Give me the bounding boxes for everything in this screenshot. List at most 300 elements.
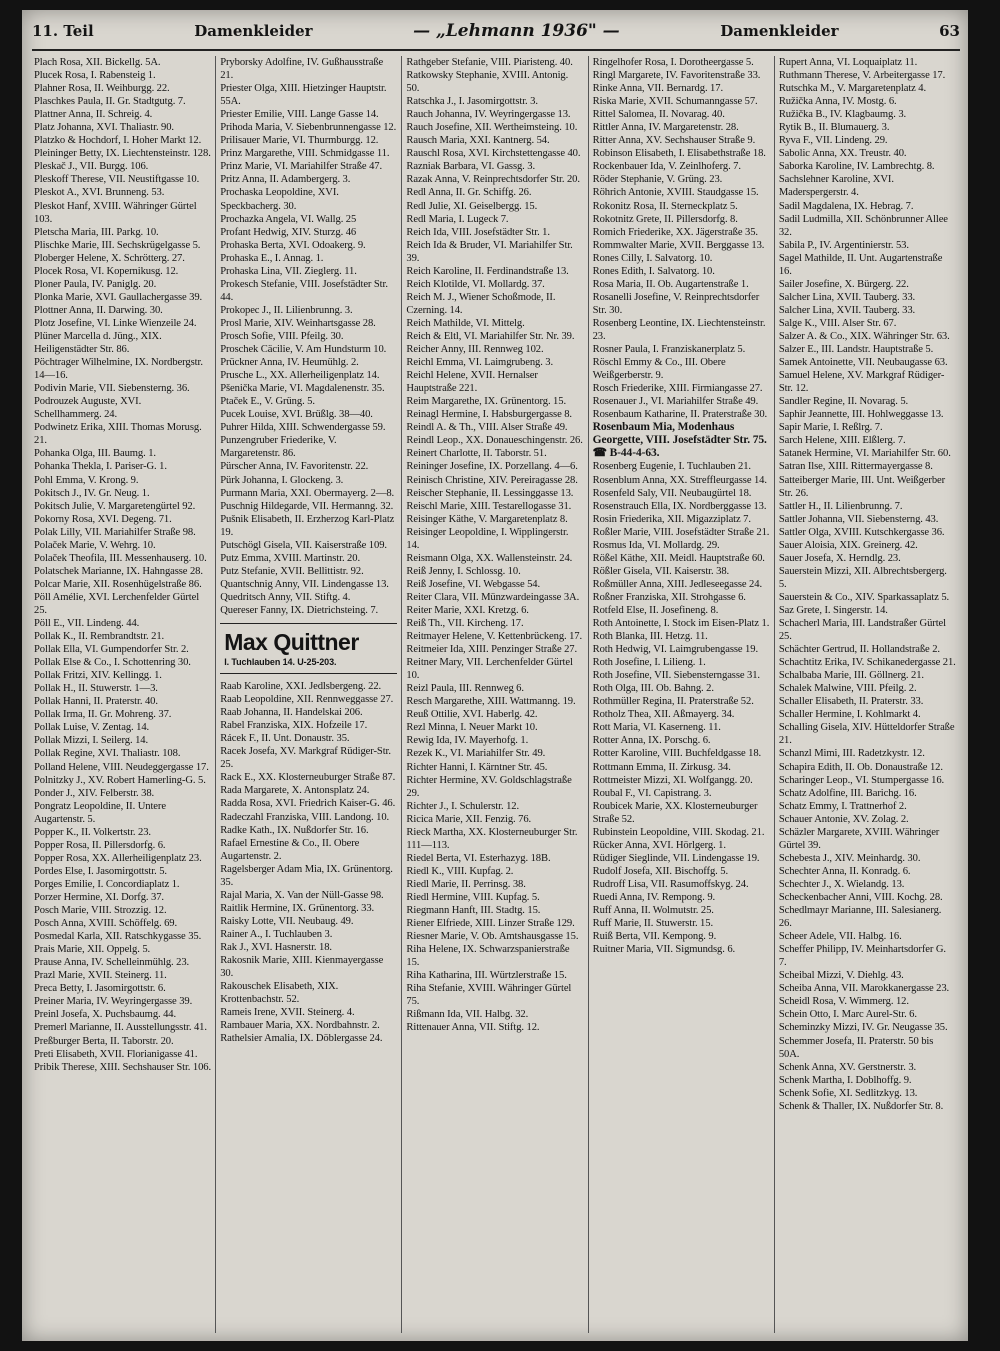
- directory-entry: Pleskot A., XVI. Brunneng. 53.: [34, 187, 165, 199]
- directory-entry: Roth Josefine, VII. Siebensterngasse 31.: [592, 670, 760, 682]
- directory-entry: Pšenička Marie, VI. Magdalenenstr. 35.: [220, 383, 385, 395]
- directory-entry: Reinisch Christine, XIV. Pereiragasse 28.: [406, 474, 578, 486]
- directory-entry: Rudolf Josefa, XII. Bischoffg. 5.: [592, 865, 728, 877]
- directory-column: [588, 56, 774, 1333]
- directory-entry: Reichl Helene, XVII. Hernalser Hauptstraße 221.: [406, 370, 538, 395]
- directory-entry: Schächter Gertrud, II. Hollandstraße 2.: [778, 644, 940, 656]
- directory-entry: Riedl Hermine, VIII. Kupfag. 5.: [406, 892, 540, 903]
- directory-entry: Salzer E., III. Landstr. Hauptstraße 5.: [778, 344, 934, 356]
- directory-entry: Rabel Franziska, XIX. Hofzeile 17.: [220, 720, 368, 732]
- directory-entry: Quedritsch Anny, VII. Stiftg. 4.: [220, 591, 351, 603]
- directory-entry: Ratkowsky Stephanie, XVIII. Antonig. 50.: [406, 70, 569, 95]
- directory-entry: Profant Hedwig, XIV. Sturzg. 46: [220, 226, 357, 238]
- directory-entry: Pordes Else, I. Jasomirgottstr. 5.: [34, 865, 167, 877]
- directory-entry: Pollak K., II. Rembrandtstr. 21.: [34, 631, 165, 643]
- directory-entry: Ptaček E., V. Grüng. 5.: [220, 396, 315, 408]
- directory-entry: Ruff Marie, II. Stuwerstr. 15.: [592, 918, 713, 930]
- directory-entry: Rokotnitz Grete, II. Pillersdorfg. 8.: [592, 213, 738, 225]
- directory-entry: Sauerstein & Co., XIV. Sparkassaplatz 5.: [778, 591, 950, 603]
- directory-entry: Redl Maria, I. Lugeck 7.: [406, 213, 509, 225]
- directory-entry: Pucek Louise, XVI. Brüßlg. 38—40.: [220, 409, 373, 421]
- directory-entry: Schein Otto, I. Marc Aurel-Str. 6.: [778, 1009, 917, 1021]
- directory-entry: Rosanelli Josefine, V. Reinprechtsdorfer Str. 30.: [592, 291, 760, 316]
- directory-entry: Schenk Martha, I. Doblhoffg. 9.: [778, 1074, 912, 1086]
- directory-entry: Pletscha Maria, III. Parkg. 10.: [34, 226, 159, 238]
- directory-entry: Reichl Emma, VI. Laimgrubeng. 3.: [406, 357, 554, 369]
- directory-entry: Rathelsier Amalia, IX. Döblergasse 24.: [220, 1033, 383, 1045]
- directory-entry: Plonka Marie, XVI. Gaullachergasse 39.: [34, 291, 203, 303]
- directory-entry: Schatz Emmy, I. Trattnerhof 2.: [778, 800, 907, 812]
- directory-entry: Rameis Irene, XVII. Steinerg. 4.: [220, 1007, 355, 1019]
- directory-entry: Reindl Leop., XX. Donaueschingenstr. 26.: [406, 435, 583, 447]
- directory-entry: Ringelhofer Rosa, I. Dorotheergasse 5.: [592, 57, 754, 68]
- directory-entry: Roth Josefine, I. Lilieng. 1.: [592, 657, 706, 669]
- directory-entry: Robinson Elisabeth, I. Elisabethstraße 18.: [592, 148, 766, 160]
- directory-entry: Sapir Marie, I. Reßlrg. 7.: [778, 422, 883, 434]
- directory-entry: Prohaska Lina, VII. Zieglerg. 11.: [220, 265, 357, 277]
- directory-entry: Scheer Adele, VII. Halbg. 16.: [778, 931, 902, 943]
- section-title-left: Damenkleider: [194, 22, 313, 40]
- directory-entry: Rudroff Lisa, VII. Rasumoffskyg. 24.: [592, 878, 749, 890]
- directory-entry: Roth Hedwig, VI. Laimgrubengasse 19.: [592, 644, 758, 656]
- directory-entry: Rosa Maria, II. Ob. Augartenstraße 1.: [592, 278, 749, 290]
- publication-title: — „Lehmann 1936" —: [413, 21, 620, 41]
- directory-entry: Roßler Marie, VIII. Josefstädter Straße 21.: [592, 526, 770, 538]
- directory-entry: Roßmüller Anna, XIII. Jedleseegasse 24.: [592, 578, 762, 590]
- directory-entry: Riska Marie, XVII. Schumanngasse 57.: [592, 96, 758, 108]
- directory-entry: Plucek Rosa, I. Rabensteig 1.: [34, 70, 156, 82]
- directory-entry: Pöll E., VII. Lindeng. 44.: [34, 618, 140, 630]
- directory-entry: Satanek Hermine, VI. Mariahilfer Str. 60.: [778, 448, 951, 460]
- directory-entry: Pollak H., II. Stuwerstr. 1—3.: [34, 683, 158, 695]
- directory-entry: Punzengruber Friederike, V. Margaretenstr. 86.: [220, 435, 337, 460]
- directory-entry: Pöll Amélie, XVI. Lerchenfelder Gürtel 25.: [34, 591, 200, 616]
- directory-column: [774, 56, 960, 1333]
- directory-entry: Ricica Marie, XII. Fenzig. 76.: [406, 813, 532, 825]
- directory-entry: Premerl Marianne, II. Ausstellungsstr. 41.: [34, 1022, 207, 1034]
- directory-entry: Reininger Josefine, IX. Porzellang. 4—6.: [406, 461, 578, 473]
- directory-entry: Scheminzky Mizzi, IV. Gr. Neugasse 35.: [778, 1022, 948, 1034]
- directory-entry: Reim Margarethe, IX. Grünentorg. 15.: [406, 396, 566, 408]
- directory-entry: Pollak Ella, VI. Gumpendorfer Str. 2.: [34, 644, 189, 656]
- directory-entry: Rockenbauer Ida, V. Zeinlhoferg. 7.: [592, 161, 741, 173]
- directory-entry: Raab Karoline, XXI. Jedlsbergeng. 22.: [220, 681, 382, 693]
- directory-entry: Redl Julie, XI. Geiselbergg. 15.: [406, 200, 538, 212]
- directory-page: [22, 10, 968, 1341]
- directory-column: [215, 56, 401, 1333]
- directory-entry: Rauschl Rosa, XVI. Kirchstettengasse 40.: [406, 148, 581, 160]
- directory-columns: [30, 56, 960, 1333]
- directory-entry: Scheidl Rosa, V. Wimmerg. 12.: [778, 996, 909, 1008]
- directory-entry: Sattler Johanna, VII. Siebensterng. 43.: [778, 513, 939, 525]
- directory-entry: Pleskot Hanf, XVIII. Währinger Gürtel 103.: [34, 200, 197, 225]
- directory-entry: Rafael Ernestine & Co., II. Obere Augartenstr. 2.: [220, 837, 360, 862]
- directory-entry: Scheiba Anna, VII. Marokkanergasse 23.: [778, 983, 950, 995]
- directory-entry: Prochazka Angela, VI. Wallg. 25: [220, 213, 357, 225]
- directory-entry: Sabolic Anna, XX. Treustr. 40.: [778, 148, 907, 160]
- directory-entry: Proschek Cäcilie, V. Am Hundsturm 10.: [220, 344, 387, 356]
- directory-entry: Preßburger Berta, II. Taborstr. 20.: [34, 1035, 174, 1047]
- directory-entry: Reitmayer Helene, V. Kettenbrückeng. 17.: [406, 631, 583, 643]
- directory-entry: Pohanka Thekla, I. Pariser-G. 1.: [34, 461, 167, 473]
- directory-entry: Ploner Paula, IV. Paniglg. 20.: [34, 278, 157, 290]
- directory-entry: Saborka Karoline, IV. Lambrechtg. 8.: [778, 161, 935, 173]
- directory-entry: Sarch Helene, XIII. Elßlerg. 7.: [778, 435, 906, 447]
- directory-entry: Samuel Helene, XV. Markgraf Rüdiger-Str. 12.: [778, 370, 945, 395]
- directory-entry: Posmedal Karla, XII. Ratschkygasse 35.: [34, 931, 202, 943]
- directory-entry: Rácek F., II. Unt. Donaustr. 35.: [220, 733, 350, 745]
- directory-entry: Rubinstein Leopoldine, VIII. Skodag. 21.: [592, 826, 765, 838]
- directory-entry: Resch Margarethe, XIII. Wattmanng. 19.: [406, 696, 576, 708]
- directory-entry: Ritter Anna, XV. Sechshauser Straße 9.: [592, 135, 756, 147]
- directory-entry: Roth Olga, III. Ob. Bahng. 2.: [592, 683, 714, 695]
- directory-entry: Schauer Antonie, XV. Zolag. 2.: [778, 813, 909, 825]
- directory-entry: Reich & Eltl, VI. Mariahilfer Str. Nr. 39.: [406, 330, 575, 342]
- directory-entry: Sauer Aloisia, XIX. Greinerg. 42.: [778, 539, 918, 551]
- directory-entry: Reuß Ottilie, XVI. Haberlg. 42.: [406, 709, 538, 721]
- directory-entry: Rosenstrauch Ella, IX. Nordberggasse 13.: [592, 500, 767, 512]
- directory-entry: Prochaska Leopoldine, XVI. Speckbacherg. 30.: [220, 187, 339, 212]
- advertisement-address: I. Tuchlauben 14. U-25-203.: [224, 657, 337, 668]
- directory-entry: Prause Anna, IV. Schelleinmühlg. 23.: [34, 957, 190, 969]
- directory-entry: Pongratz Leopoldine, II. Untere Augartenstr. 5.: [34, 800, 166, 825]
- directory-entry: Schenk & Thaller, IX. Nußdorfer Str. 8.: [778, 1100, 944, 1112]
- directory-entry: Polland Helene, VIII. Neudeggergasse 17.: [34, 761, 209, 773]
- directory-column: [30, 56, 215, 1333]
- directory-entry: Reich Ida, VIII. Josefstädter Str. 1.: [406, 226, 550, 238]
- directory-entry: Posch Marie, VIII. Strozzig. 12.: [34, 905, 167, 917]
- directory-entry: Ružička Anna, IV. Mostg. 6.: [778, 96, 897, 108]
- directory-entry: Pollak Hanni, II. Praterstr. 40.: [34, 696, 158, 708]
- directory-entry: Reiter Marie, XXI. Kretzg. 6.: [406, 604, 529, 616]
- directory-entry: Sattler Olga, XVIII. Kutschkergasse 36.: [778, 526, 945, 538]
- directory-entry: Schemmer Josefa, II. Praterstr. 50 bis 50A.: [778, 1035, 934, 1060]
- directory-entry: Sabila P., IV. Argentinierstr. 53.: [778, 239, 909, 251]
- directory-entry: Rosenauer J., VI. Mariahilfer Straße 49.: [592, 396, 759, 408]
- directory-entry: Sauer Josefa, X. Herndlg. 23.: [778, 552, 901, 564]
- section-title-right: Damenkleider: [720, 22, 839, 40]
- directory-entry: Plaschkes Paula, II. Gr. Stadtgutg. 7.: [34, 96, 186, 108]
- directory-entry: Prais Marie, XII. Oppelg. 5.: [34, 944, 151, 956]
- directory-entry: Plach Rosa, XII. Bickellg. 5A.: [34, 57, 161, 68]
- directory-entry: Rones Cilly, I. Salvatorg. 10.: [592, 252, 713, 264]
- directory-entry: Riha Katharina, III. Würtzlerstraße 15.: [406, 970, 567, 982]
- directory-entry: Scharinger Leop., VI. Stumpergasse 16.: [778, 774, 945, 786]
- directory-entry: Pokitsch J., IV. Gr. Neug. 1.: [34, 487, 150, 499]
- directory-entry: Porzer Hermine, XI. Dorfg. 37.: [34, 892, 164, 903]
- directory-entry: Polcar Marie, XII. Rosenhügelstraße 86.: [34, 578, 202, 590]
- directory-entry: Schachtitz Erika, IV. Schikanedergasse 21.: [778, 657, 956, 669]
- directory-entry: Radda Rosa, XVI. Friedrich Kaiser-G. 46.: [220, 798, 396, 810]
- directory-entry: Saphir Jeannette, III. Hohlweggasse 13.: [778, 409, 944, 421]
- directory-entry: Prohaska E., I. Annag. 1.: [220, 252, 324, 264]
- directory-entry: Sauerstein Mizzi, XII. Albrechtsbergerg. 5.: [778, 565, 947, 590]
- directory-entry: Rittler Anna, IV. Margaretenstr. 28.: [592, 122, 739, 134]
- directory-entry: Roßner Franziska, XII. Strohgasse 6.: [592, 591, 746, 603]
- directory-entry: Schaller Elisabeth, II. Praterstr. 33.: [778, 696, 924, 708]
- directory-entry: Rajal Maria, X. Van der Nüll-Gasse 98.: [220, 889, 384, 901]
- directory-entry: Rosner Paula, I. Franziskanerplatz 5.: [592, 344, 746, 356]
- directory-entry: Pryborsky Adolfine, IV. Gußhausstraße 21.: [220, 57, 384, 82]
- directory-entry: Rezek K., VI. Mariahilfer Str. 49.: [406, 748, 546, 760]
- directory-entry: Röschl Emmy & Co., III. Obere Weißgerberstr. 9.: [592, 357, 726, 382]
- directory-entry: Richter J., I. Schulerstr. 12.: [406, 800, 520, 812]
- directory-entry: Rauch Johanna, IV. Weyringergasse 13.: [406, 109, 571, 121]
- directory-entry: Salzer A. & Co., XIX. Währinger Str. 63.: [778, 330, 950, 342]
- directory-entry: Reischer Stephanie, II. Lessinggasse 13.: [406, 487, 574, 499]
- directory-entry: Rones Edith, I. Salvatorg. 10.: [592, 265, 715, 277]
- directory-entry: Rosenberg Leontine, IX. Liechtensteinstr. 23.: [592, 317, 766, 342]
- directory-entry: Posch Anna, XVIII. Schöffelg. 69.: [34, 918, 178, 930]
- directory-entry: Sadil Ludmilla, XII. Schönbrunner Allee 32.: [778, 213, 948, 238]
- directory-entry: Rittenauer Anna, VII. Stiftg. 12.: [406, 1022, 540, 1034]
- directory-entry: Rosin Friederika, XII. Migazziplatz 7.: [592, 513, 751, 525]
- directory-entry: Roubicek Marie, XX. Klosterneuburger Straße 52.: [592, 800, 758, 825]
- directory-entry: Plüner Marcella d. Jüng., XIX. Heiligenstädter Str. 86.: [34, 330, 162, 356]
- directory-entry: Pokitsch Julie, V. Margaretengürtel 92.: [34, 500, 196, 512]
- directory-entry: Platzko & Hochdorf, I. Hoher Markt 12.: [34, 135, 202, 147]
- directory-entry: Quereser Fanny, IX. Dietrichsteing. 7.: [220, 604, 379, 616]
- directory-entry: Reich M. J., Wiener Schoßmode, II. Czerning. 14.: [406, 291, 556, 316]
- directory-entry: Plotz Josefine, VI. Linke Wienzeile 24.: [34, 317, 197, 329]
- directory-entry: Schapira Edith, II. Ob. Donaustraße 12.: [778, 761, 943, 773]
- directory-entry: Rott Maria, VI. Kaserneng. 11.: [592, 722, 721, 734]
- directory-entry: Prosch Sofie, VIII. Pfeilg. 30.: [220, 330, 344, 342]
- directory-entry: Roth Antoinette, I. Stock im Eisen-Platz 1.: [592, 618, 770, 630]
- directory-entry: Reiter Clara, VII. Münzwardeingasse 3A.: [406, 591, 580, 603]
- directory-entry: Reich Mathilde, VI. Mittelg.: [406, 317, 525, 329]
- directory-entry: Ringl Margarete, IV. Favoritenstraße 33.: [592, 70, 761, 82]
- directory-entry: Roubal F., VI. Capistrang. 3.: [592, 787, 712, 799]
- directory-entry: Rottmeister Mizzi, XI. Wolfgangg. 20.: [592, 774, 753, 786]
- directory-entry: Pleskač J., VII. Burgg. 106.: [34, 161, 149, 173]
- directory-entry: Rakosnik Marie, XIII. Kienmayergasse 30.: [220, 955, 384, 980]
- directory-entry: Samek Antoinette, VII. Neubaugasse 63.: [778, 357, 948, 369]
- directory-entry: Ruitner Maria, VII. Sigmundsg. 6.: [592, 944, 736, 956]
- directory-entry: Reicher Anny, III. Rennweg 102.: [406, 344, 544, 356]
- directory-entry: Plahner Rosa, II. Weihburgg. 22.: [34, 83, 170, 95]
- directory-entry: Rotfeld Else, II. Josefineng. 8.: [592, 604, 719, 616]
- directory-entry: Rotter Anna, IX. Porschg. 6.: [592, 735, 711, 747]
- directory-entry: Puhrer Hilda, XIII. Schwendergasse 59.: [220, 422, 386, 434]
- directory-entry: Prokopec J., II. Lilienbrunng. 3.: [220, 304, 353, 316]
- directory-entry: Raisky Lotte, VII. Neubaug. 49.: [220, 915, 354, 927]
- directory-entry: Reinert Charlotte, II. Taborstr. 51.: [406, 448, 547, 460]
- directory-entry: Rathgeber Stefanie, VIII. Piaristeng. 40.: [406, 57, 573, 68]
- directory-entry: Rutschka M., V. Margaretenplatz 4.: [778, 83, 927, 95]
- directory-entry: Pušnik Elisabeth, II. Erzherzog Karl-Platz 19.: [220, 513, 395, 538]
- directory-entry: Pollak Regine, XVI. Thaliastr. 108.: [34, 748, 181, 760]
- directory-entry: Pürk Johanna, I. Glockeng. 3.: [220, 474, 344, 486]
- directory-entry: Schechter Anna, II. Konradg. 6.: [778, 865, 911, 877]
- directory-entry: Reiß Jenny, I. Schlossg. 10.: [406, 565, 521, 577]
- directory-entry: Rittel Salomea, II. Novarag. 40.: [592, 109, 725, 121]
- directory-entry: Riedel Berta, VI. Esterhazyg. 18B.: [406, 852, 551, 864]
- directory-entry: Rieck Martha, XX. Klosterneuburger Str. 111—113.: [406, 826, 578, 851]
- directory-entry: Putz Stefanie, XVII. Bellittistr. 92.: [220, 565, 364, 577]
- directory-entry: Schebesta J., XIV. Meinhardg. 30.: [778, 852, 921, 864]
- directory-entry: Richter Hanni, I. Kärntner Str. 45.: [406, 761, 548, 773]
- directory-entry: Rosenberg Eugenie, I. Tuchlauben 21.: [592, 461, 751, 473]
- directory-entry: Rothmüller Regina, II. Praterstraße 52.: [592, 696, 754, 708]
- directory-entry: Riedl Marie, II. Perrinsg. 38.: [406, 878, 526, 890]
- directory-entry: Rücker Anna, XVI. Hörlgerg. 1.: [592, 839, 726, 851]
- directory-entry: Ploberger Helene, X. Schrötterg. 27.: [34, 252, 185, 264]
- directory-entry: Scheibal Mizzi, V. Diehlg. 43.: [778, 970, 904, 982]
- directory-entry: Pollak Mizzi, I. Seilerg. 14.: [34, 735, 149, 747]
- directory-entry: Polaček Theofila, III. Messenhauserg. 10.: [34, 552, 207, 564]
- directory-entry: Radke Kath., IX. Nußdorfer Str. 16.: [220, 824, 369, 836]
- directory-entry: Reich Karoline, II. Ferdinandstraße 13.: [406, 265, 569, 277]
- directory-entry: Rauch Josefine, XII. Wertheimsteing. 10.: [406, 122, 578, 134]
- directory-entry: Schenk Anna, XV. Gerstnerstr. 3.: [778, 1061, 917, 1073]
- directory-entry: Podrouzek Auguste, XVI. Schellhammerg. 24.: [34, 396, 142, 421]
- directory-entry: Reich Ida & Bruder, VI. Mariahilfer Str. 39.: [406, 239, 573, 264]
- directory-entry: Priester Olga, XIII. Hietzinger Hauptstr. 55A.: [220, 83, 387, 108]
- directory-entry: Röder Stephanie, V. Grüng. 23.: [592, 174, 723, 186]
- directory-entry: Pöchtrager Wilhelmine, IX. Nordbergstr. 14—16.: [34, 357, 203, 382]
- directory-entry: Riesner Marie, V. Ob. Amtshausgasse 15.: [406, 931, 579, 943]
- directory-entry: Polak Lilly, VII. Mariahilfer Straße 98.: [34, 526, 196, 538]
- directory-entry: Saz Grete, I. Singerstr. 14.: [778, 604, 888, 616]
- directory-entry: Schalling Gisela, XIV. Hütteldorfer Straße 21.: [778, 722, 955, 747]
- directory-entry: Plottner Anna, II. Darwing. 30.: [34, 304, 163, 316]
- directory-entry: Rada Margarete, X. Antonsplatz 24.: [220, 785, 370, 797]
- directory-entry: Rißmann Ida, VII. Halbg. 32.: [406, 1009, 529, 1021]
- directory-entry: Polnitzky J., XV. Robert Hamerling-G. 5.: [34, 774, 206, 786]
- directory-entry: Pollak Fritzi, XIV. Kellingg. 1.: [34, 670, 162, 682]
- directory-entry: Sailer Josefine, X. Bürgerg. 22.: [778, 278, 909, 290]
- directory-entry: Rytik B., II. Blumauerg. 3.: [778, 122, 890, 134]
- directory-entry: Rack E., XX. Klosterneuburger Straße 87.: [220, 772, 396, 784]
- directory-entry: Prihoda Maria, V. Siebenbrunnengasse 12.: [220, 122, 397, 134]
- directory-entry: Prilisauer Marie, VI. Thurmburgg. 12.: [220, 135, 379, 147]
- directory-entry: Pribik Therese, XIII. Sechshauser Str. 106.: [34, 1061, 212, 1073]
- directory-entry: Reiß Josefine, VI. Webgasse 54.: [406, 578, 541, 590]
- directory-entry: Romich Friederike, XX. Jägerstraße 35.: [592, 226, 758, 238]
- advertisement: [220, 623, 397, 674]
- directory-entry: Pokorny Rosa, XVI. Degeng. 71.: [34, 513, 172, 525]
- directory-entry: Polatschek Marianne, IX. Hahngasse 28.: [34, 565, 203, 577]
- directory-entry: Razniak Barbara, VI. Gassg. 3.: [406, 161, 536, 173]
- directory-entry: Riha Stefanie, XVIII. Währinger Gürtel 75.: [406, 983, 572, 1008]
- directory-entry: Polaček Marie, V. Wehrg. 10.: [34, 539, 156, 551]
- directory-entry: Rak J., XVI. Hasnerstr. 18.: [220, 942, 332, 953]
- directory-entry: Schenk Sofie, XI. Sedlitzkyg. 13.: [778, 1087, 918, 1099]
- directory-entry: Rainer A., I. Tuchlauben 3.: [220, 928, 333, 940]
- directory-entry: Reich Klotilde, VI. Mollardg. 37.: [406, 278, 545, 290]
- directory-entry: Popper K., II. Volkertstr. 23.: [34, 826, 151, 838]
- directory-entry: Prückner Anna, IV. Heumühlg. 2.: [220, 357, 359, 369]
- directory-entry: Schalbaba Marie, III. Göllnerg. 21.: [778, 670, 924, 682]
- directory-entry: Sagel Mathilde, II. Unt. Augartenstraße 16.: [778, 252, 943, 277]
- directory-entry: Riener Elfriede, XIII. Linzer Straße 129.: [406, 918, 575, 930]
- directory-entry: Sandler Regine, II. Novarag. 5.: [778, 396, 909, 408]
- directory-entry: Rosenfeld Saly, VII. Neubaugürtel 18.: [592, 487, 752, 499]
- directory-entry: Reindl A. & Th., VIII. Alser Straße 49.: [406, 422, 568, 434]
- directory-entry: Racek Josefa, XV. Markgraf Rüdiger-Str. 25.: [220, 746, 391, 771]
- directory-entry: Pürscher Anna, IV. Favoritenstr. 22.: [220, 461, 369, 473]
- directory-entry: Pollak Else & Co., I. Schottenring 30.: [34, 657, 191, 669]
- directory-entry: Ružička B., IV. Klagbaumg. 3.: [778, 109, 907, 121]
- directory-entry: Richter Hermine, XV. Goldschlagstraße 29.: [406, 774, 572, 799]
- directory-entry: Schacherl Maria, III. Landstraßer Gürtel 25.: [778, 618, 946, 643]
- directory-entry: Ryva F., VII. Lindeng. 29.: [778, 135, 888, 147]
- directory-entry: Schechter J., X. Wielandg. 13.: [778, 878, 905, 890]
- directory-entry: Ragelsberger Adam Mia, IX. Grünentorg. 35.: [220, 863, 393, 888]
- directory-entry: Platz Johanna, XVI. Thaliastr. 90.: [34, 122, 174, 134]
- directory-entry: Prokesch Stefanie, VIII. Josefstädter Str. 44.: [220, 278, 388, 303]
- directory-entry: Schalek Malwine, VIII. Pfeilg. 2.: [778, 683, 917, 695]
- directory-entry: Riegmann Hanft, III. Stadtg. 15.: [406, 905, 541, 917]
- directory-entry: Riedl K., VIII. Kupfag. 2.: [406, 865, 514, 877]
- directory-entry: Rößel Käthe, XII. Meidl. Hauptstraße 60.: [592, 552, 765, 564]
- directory-entry: Rezl Minna, I. Neuer Markt 10.: [406, 722, 538, 734]
- directory-entry: Porges Emilie, I. Concordiaplatz 1.: [34, 878, 180, 890]
- directory-entry: Pritz Anna, II. Adambergerg. 3.: [220, 174, 351, 186]
- directory-entry: Reisinger Käthe, V. Margaretenplatz 8.: [406, 513, 568, 525]
- directory-entry: Rosenblum Anna, XX. Streffleurgasse 14.: [592, 474, 767, 486]
- directory-entry: Preca Betty, I. Jasomirgottstr. 6.: [34, 983, 166, 995]
- directory-entry: Purmann Maria, XXI. Obermayerg. 2—8.: [220, 487, 395, 499]
- directory-entry: Ponder J., XIV. Felberstr. 38.: [34, 787, 155, 799]
- directory-entry: Rosmus Ida, VI. Mollardg. 29.: [592, 539, 720, 551]
- directory-entry: Satteiberger Marie, III. Unt. Weißgerber Str. 26.: [778, 474, 946, 499]
- directory-entry: Reisinger Leopoldine, I. Wipplingerstr. 14.: [406, 526, 569, 551]
- directory-entry: Schaller Hermine, I. Kohlmarkt 4.: [778, 709, 921, 721]
- directory-entry: Rosenbaum Katharine, II. Praterstraße 30.: [592, 409, 768, 421]
- directory-entry: Radeczahl Franziska, VIII. Landong. 10.: [220, 811, 390, 823]
- directory-entry: Rinke Anna, VII. Bernardg. 17.: [592, 83, 723, 95]
- directory-entry: Popper Rosa, II. Pillersdorfg. 6.: [34, 839, 166, 851]
- directory-entry: Schatz Adolfine, III. Barichg. 16.: [778, 787, 917, 799]
- directory-entry: Podivin Marie, VII. Siebensterng. 36.: [34, 383, 190, 395]
- directory-entry: Raab Leopoldine, XII. Rennweggasse 27.: [220, 694, 394, 706]
- directory-entry: Plischke Marie, III. Sechskrügelgasse 5.: [34, 239, 201, 251]
- directory-entry: Salge K., VIII. Alser Str. 67.: [778, 317, 897, 329]
- directory-entry: Rotter Karoline, VIII. Buchfeldgasse 18.: [592, 748, 762, 760]
- directory-entry: Rausch Maria, XXI. Kantnerg. 54.: [406, 135, 550, 147]
- advertisement-name: Max Quittner: [224, 629, 359, 656]
- directory-entry: Sachslehner Karoline, XVI. Maderspergerstr. 4.: [778, 174, 894, 199]
- directory-entry: Prusche L., XX. Allerheiligenplatz 14.: [220, 370, 380, 382]
- directory-entry: Prohaska Berta, XVI. Odoakerg. 9.: [220, 239, 366, 251]
- directory-entry: Schäzler Margarete, XVIII. Währinger Gürtel 39.: [778, 826, 940, 851]
- directory-entry: Redl Anna, II. Gr. Schiffg. 26.: [406, 187, 532, 199]
- directory-entry: Preinl Josefa, X. Puchsbaumg. 44.: [34, 1009, 177, 1021]
- directory-entry: Preti Elisabeth, XVII. Florianigasse 41.: [34, 1048, 198, 1060]
- directory-entry: Putz Emma, XVIII. Martinstr. 20.: [220, 552, 360, 564]
- directory-entry: Rommwalter Marie, XVII. Berggasse 13.: [592, 239, 765, 251]
- directory-entry: Röhrich Antonie, XVIII. Staudgasse 15.: [592, 187, 759, 199]
- directory-entry: Putschögl Gisela, VII. Kaiserstraße 109.: [220, 539, 387, 551]
- directory-entry: Ruedi Anna, IV. Rempong. 9.: [592, 892, 716, 903]
- directory-entry: Reizl Paula, III. Rennweg 6.: [406, 683, 524, 695]
- directory-entry: Reitner Mary, VII. Lerchenfelder Gürtel 10.: [406, 657, 573, 682]
- directory-entry: Rewig Ida, IV. Mayerhofg. 1.: [406, 735, 529, 747]
- directory-entry: Pohanka Olga, III. Baumg. 1.: [34, 448, 156, 460]
- directory-entry: Quantschnig Anny, VII. Lindengasse 13.: [220, 578, 389, 590]
- directory-entry: Rakouschek Elisabeth, XIX. Krottenbachstr. 52.: [220, 981, 339, 1006]
- directory-entry: Rokonitz Rosa, II. Sterneckplatz 5.: [592, 200, 738, 212]
- directory-entry: Reitmeier Ida, XIII. Penzinger Straße 27.: [406, 644, 578, 656]
- directory-entry: Puschnig Hildegarde, VII. Hermanng. 32.: [220, 500, 394, 512]
- part-label: 11. Teil: [32, 22, 94, 40]
- directory-entry: Ruthmann Therese, V. Arbeitergasse 17.: [778, 70, 946, 82]
- directory-entry: Scheffer Philipp, IV. Meinhartsdorfer G. 7.: [778, 944, 946, 969]
- directory-entry: Satran Ilse, XIII. Rittermayergasse 8.: [778, 461, 933, 473]
- directory-entry: Schedlmayr Marianne, III. Salesianerg. 26.: [778, 905, 942, 930]
